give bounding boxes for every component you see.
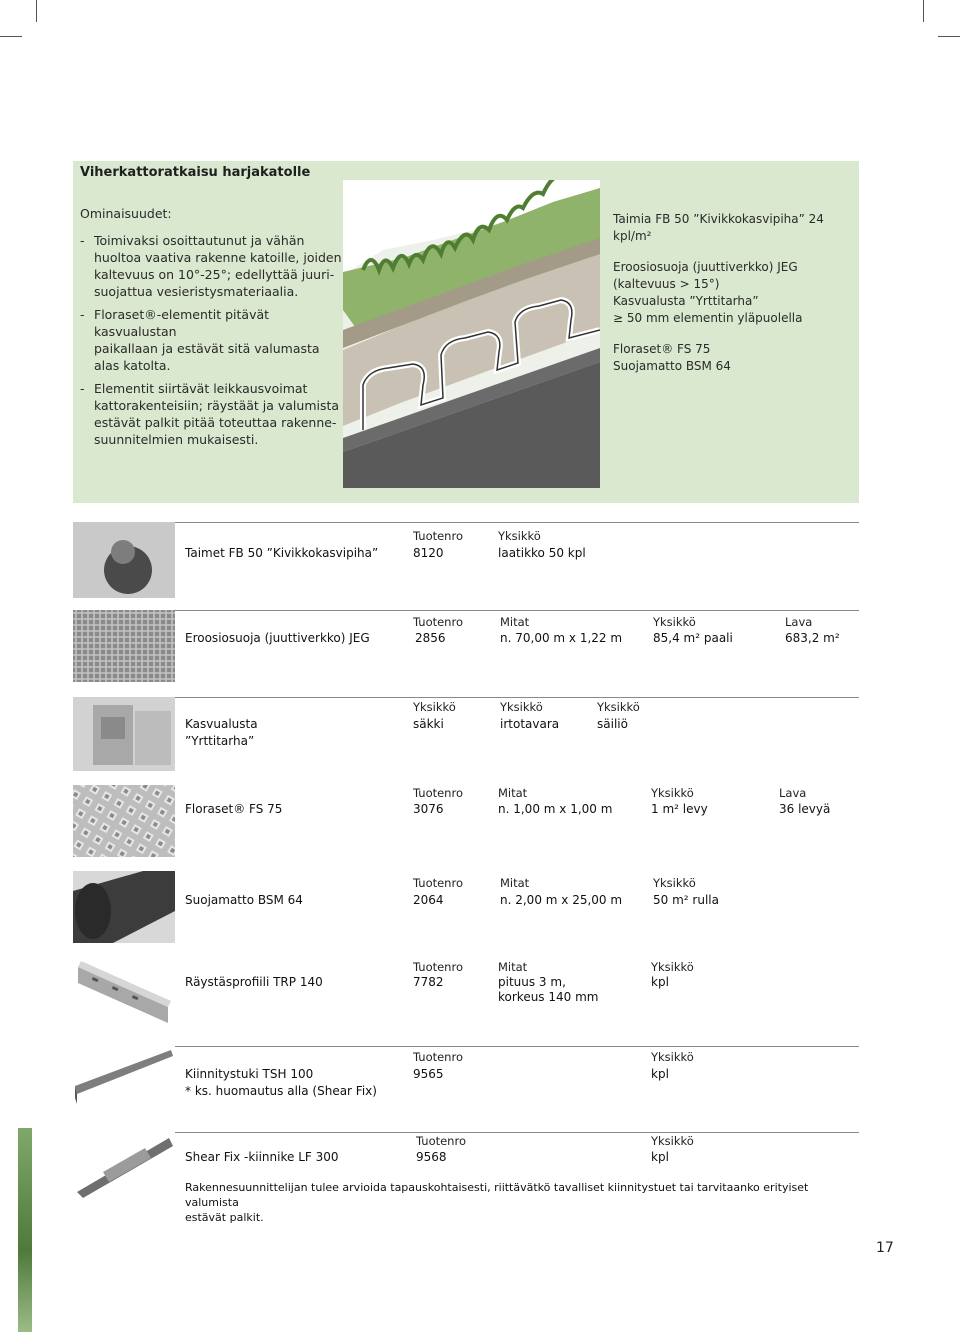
product-unit: säiliö (597, 717, 628, 731)
bullet-line: estävät palkit pitää toteuttaa rakenne- (94, 415, 337, 430)
product-unit: 50 m² rulla (653, 893, 719, 907)
col-header: Tuotenro (413, 786, 463, 800)
layer-legend (613, 211, 853, 375)
col-header: Mitat (500, 876, 530, 890)
product-thumb-shear-fix (73, 1132, 175, 1200)
floraset-photo (73, 785, 175, 857)
product-name: Suojamatto BSM 64 (185, 893, 303, 907)
product-unit: laatikko 50 kpl (498, 546, 586, 560)
bullet-dash: - (80, 233, 85, 248)
bullet-dash: - (80, 307, 85, 322)
product-pallet: 683,2 m² (785, 631, 840, 645)
eaves-profile-photo (73, 957, 175, 1029)
col-header: Mitat (500, 615, 530, 629)
col-header: Tuotenro (413, 615, 463, 629)
crop-mark (0, 36, 22, 37)
col-header: Yksikkö (597, 700, 640, 714)
product-name: Floraset® FS 75 (185, 802, 283, 816)
bullet-line: alas katolta. (94, 358, 171, 373)
product-number: 9565 (413, 1067, 444, 1081)
crop-mark (938, 36, 960, 37)
bullet-line: suunnitelmien mukaisesti. (94, 432, 259, 447)
product-number: 7782 (413, 975, 444, 989)
bullet-line: paikallaan ja estävät sitä valumasta (94, 341, 320, 356)
bullet-item (80, 232, 342, 300)
bullet-item (80, 380, 342, 448)
product-name: Eroosiosuoja (juuttiverkko) JEG (185, 631, 370, 645)
product-name: Shear Fix -kiinnike LF 300 (185, 1150, 339, 1164)
col-header: Tuotenro (416, 1134, 466, 1148)
net-photo (73, 610, 175, 682)
substrate-photo (73, 697, 175, 771)
product-unit: irtotavara (500, 717, 560, 731)
roof-section-svg (343, 180, 600, 488)
product-number: 9568 (416, 1150, 447, 1164)
product-thumb-erosion-net (73, 610, 175, 682)
product-name-line2: ”Yrttitarha” (185, 734, 255, 748)
product-rule (175, 1046, 859, 1047)
product-thumb-substrate (73, 697, 175, 771)
footnote-line: Rakennesuunnittelijan tulee arvioida tapauskohtaisesti, riittävätkö tavalliset kiinnitystuet tai tarvitaanko erityiset valumista (185, 1181, 809, 1209)
shear-fix-photo (73, 1132, 175, 1200)
col-header: Yksikkö (653, 615, 696, 629)
layer-erosion-line1: Eroosiosuoja (juuttiverkko) JEG (613, 260, 798, 274)
product-unit: 1 m² levy (651, 802, 708, 816)
col-header: Tuotenro (413, 960, 463, 974)
col-header: Lava (785, 615, 813, 629)
product-unit: 85,4 m² paali (653, 631, 733, 645)
product-number: 2856 (415, 631, 446, 645)
bullet-line: huoltoa vaativa rakenne katoille, joiden (94, 250, 342, 265)
bullet-line: Elementit siirtävät leikkausvoimat (94, 381, 308, 396)
product-thumb-floraset (73, 785, 175, 857)
crop-mark (36, 0, 37, 22)
product-thumb-support (73, 1046, 175, 1108)
product-note: * ks. huomautus alla (Shear Fix) (185, 1084, 377, 1098)
product-rule (175, 697, 859, 698)
bullet-line: kattorakenteisiin; räystäät ja valumista (94, 398, 340, 413)
support-photo (73, 1046, 175, 1108)
product-unit: säkki (413, 717, 444, 731)
col-header: Tuotenro (413, 529, 463, 543)
col-header: Tuotenro (413, 1050, 463, 1064)
product-thumb-eaves-profile (73, 957, 175, 1029)
layer-mat: Suojamatto BSM 64 (613, 359, 731, 373)
roof-section-illustration (343, 180, 600, 488)
col-header: Yksikkö (651, 786, 694, 800)
properties-heading: Ominaisuudet: (80, 206, 172, 221)
product-dimensions: n. 2,00 m x 25,00 m (500, 893, 623, 907)
product-number: 3076 (413, 802, 444, 816)
product-unit: kpl (651, 1150, 669, 1164)
product-thumb-mat (73, 871, 175, 943)
product-rule (175, 522, 859, 523)
product-dimensions-line2: korkeus 140 mm (498, 990, 599, 1004)
product-dimensions: n. 70,00 m x 1,22 m (500, 631, 623, 645)
product-unit: kpl (651, 975, 669, 989)
product-rule (175, 1132, 859, 1133)
bullet-item (80, 306, 342, 374)
col-header: Lava (779, 786, 807, 800)
product-unit: kpl (651, 1067, 669, 1081)
col-header: Yksikkö (651, 960, 694, 974)
plants-photo (73, 522, 175, 598)
page-number: 17 (876, 1240, 894, 1256)
product-thumb-plants (73, 522, 175, 598)
col-header: Yksikkö (653, 876, 696, 890)
mat-roll-photo (73, 871, 175, 943)
bullet-line: Toimivaksi osoittautunut ja vähän (94, 233, 305, 248)
bullet-dash: - (80, 381, 85, 396)
col-header: Yksikkö (651, 1050, 694, 1064)
product-name: Räystäsprofiili TRP 140 (185, 975, 323, 989)
product-number: 2064 (413, 893, 444, 907)
bullet-line: kaltevuus on 10°-25°; edellyttää juuri- (94, 267, 335, 282)
product-dimensions: n. 1,00 m x 1,00 m (498, 802, 613, 816)
product-name: Taimet FB 50 ”Kivikkokasvipiha” (185, 546, 379, 560)
layer-erosion-line2: (kaltevuus > 15°) (613, 277, 720, 291)
product-rule (175, 610, 859, 611)
product-name: Kasvualusta (185, 717, 258, 731)
col-header: Tuotenro (413, 876, 463, 890)
product-number: 8120 (413, 546, 444, 560)
edge-photo-strip (18, 1128, 32, 1332)
footnote (185, 1180, 855, 1225)
product-dimensions: pituus 3 m, (498, 975, 566, 989)
col-header: Yksikkö (500, 700, 543, 714)
layer-substrate-line1: Kasvualusta ”Yrttitarha” (613, 294, 759, 308)
product-pallet: 36 levyä (779, 802, 831, 816)
col-header: Yksikkö (413, 700, 456, 714)
properties-list (80, 232, 342, 448)
section-title: Viherkattoratkaisu harjakatolle (80, 165, 311, 180)
crop-mark (923, 0, 924, 22)
bullet-line: suojattua vesieristysmateriaalia. (94, 284, 299, 299)
col-header: Yksikkö (651, 1134, 694, 1148)
col-header: Mitat (498, 786, 528, 800)
product-name: Kiinnitystuki TSH 100 (185, 1067, 314, 1081)
layer-plants: Taimia FB 50 ”Kivikkokasvipiha” 24 kpl/m² (613, 212, 824, 243)
col-header: Yksikkö (498, 529, 541, 543)
layer-floraset: Floraset® FS 75 (613, 342, 711, 356)
col-header: Mitat (498, 960, 528, 974)
bullet-line: Floraset®-elementit pitävät kasvualustan (94, 307, 270, 339)
layer-substrate-line2: ≥ 50 mm elementin yläpuolella (613, 311, 803, 325)
footnote-line: estävät palkit. (185, 1211, 264, 1224)
